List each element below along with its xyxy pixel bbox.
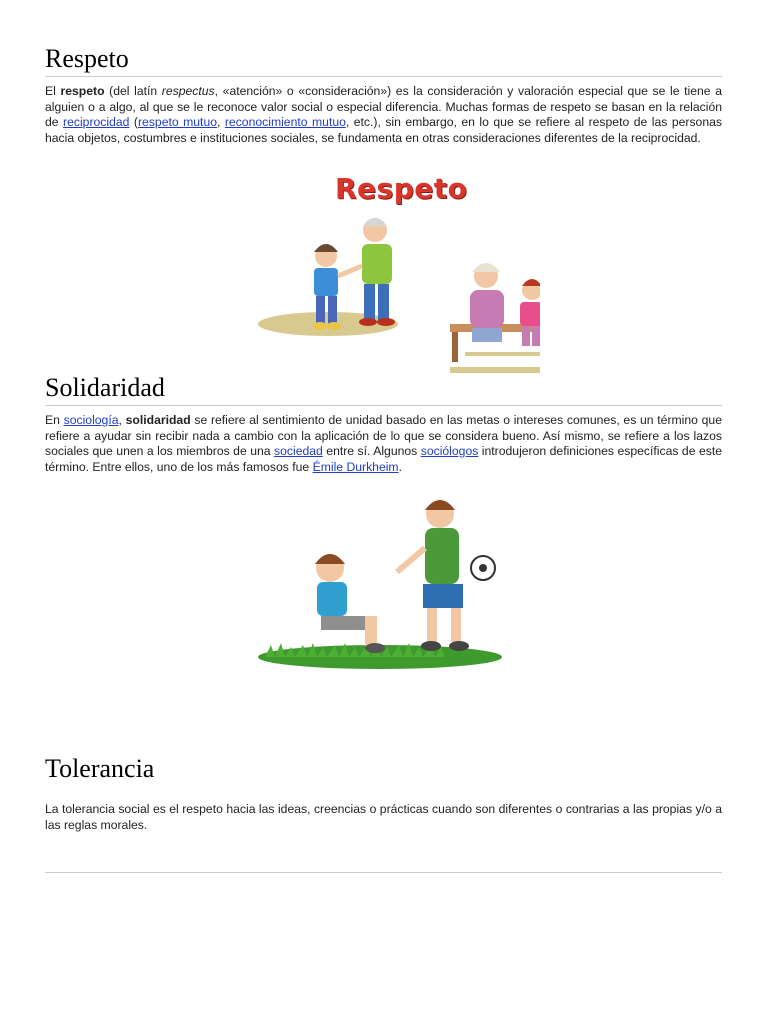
text: se refiere al sentimiento de unidad basado en las metas o intereses comunes, es un término que refiere a ayudar sin recibir nada a cambio con la aplicación de lo que se considera bueno. Así mismo, se refiere a los lazos sociales que unen a los miembros de una	[45, 413, 722, 458]
link-respeto-mutuo[interactable]: respeto mutuo	[137, 115, 217, 129]
paragraph-tolerancia: La tolerancia social es el respeto hacia las ideas, creencias o prácticas cuando son diferentes o contrarias a las propias y/o a las reglas morales.	[45, 802, 722, 832]
paragraph-solidaridad	[45, 413, 722, 475]
respeto-figures-image	[250, 172, 540, 382]
link-reconocimiento-mutuo[interactable]: reconocimiento mutuo	[224, 115, 346, 129]
text: ,	[217, 115, 225, 129]
link-sociedad[interactable]: sociedad	[274, 444, 323, 458]
respeto-illustration	[250, 172, 540, 382]
section-solidaridad	[45, 373, 722, 475]
text: (	[129, 115, 138, 129]
link-emile-durkheim[interactable]: Émile Durkheim	[312, 459, 399, 474]
paragraph-respeto	[45, 84, 722, 146]
solidaridad-illustration	[255, 492, 515, 687]
heading-tolerancia: Tolerancia	[45, 754, 155, 783]
italic-term: respectus	[161, 84, 215, 98]
text: entre sí. Algunos	[322, 444, 421, 458]
link-sociologos[interactable]: sociólogos	[420, 444, 479, 458]
heading-solidaridad: Solidaridad	[45, 373, 722, 406]
solidaridad-figures-image	[255, 492, 515, 687]
text: introdujeron definiciones específicas de este término. Entre ellos, uno de los más famosos fue	[45, 444, 722, 474]
text: ,	[118, 413, 126, 427]
bold-term: respeto	[60, 84, 105, 98]
bottom-divider	[45, 872, 722, 873]
text: El	[45, 84, 61, 98]
text: , etc.), sin embargo, en lo que se refiere al respeto de las personas hacia objetos, costumbres e instituciones sociales, se fundamenta en otras consideraciones diferentes de la reciprocidad.	[45, 115, 722, 145]
heading-respeto: Respeto	[45, 44, 722, 77]
text: (del latín	[104, 84, 162, 98]
section-tolerancia	[45, 754, 722, 833]
text: , «atención» o «consideración») es la consideración y valoración especial que se le tiene a alguien o a algo, al que se le reconoce valor social o especial diferencia. Muchas formas de respeto se basan en la relación de	[45, 84, 722, 129]
link-sociologia[interactable]: sociología	[63, 413, 119, 427]
text: En	[45, 413, 64, 427]
text: .	[398, 459, 402, 474]
bold-term: solidaridad	[125, 413, 191, 427]
section-respeto	[45, 44, 722, 146]
illustration-title: Respeto	[335, 172, 468, 205]
link-reciprocidad[interactable]: reciprocidad	[63, 115, 130, 129]
